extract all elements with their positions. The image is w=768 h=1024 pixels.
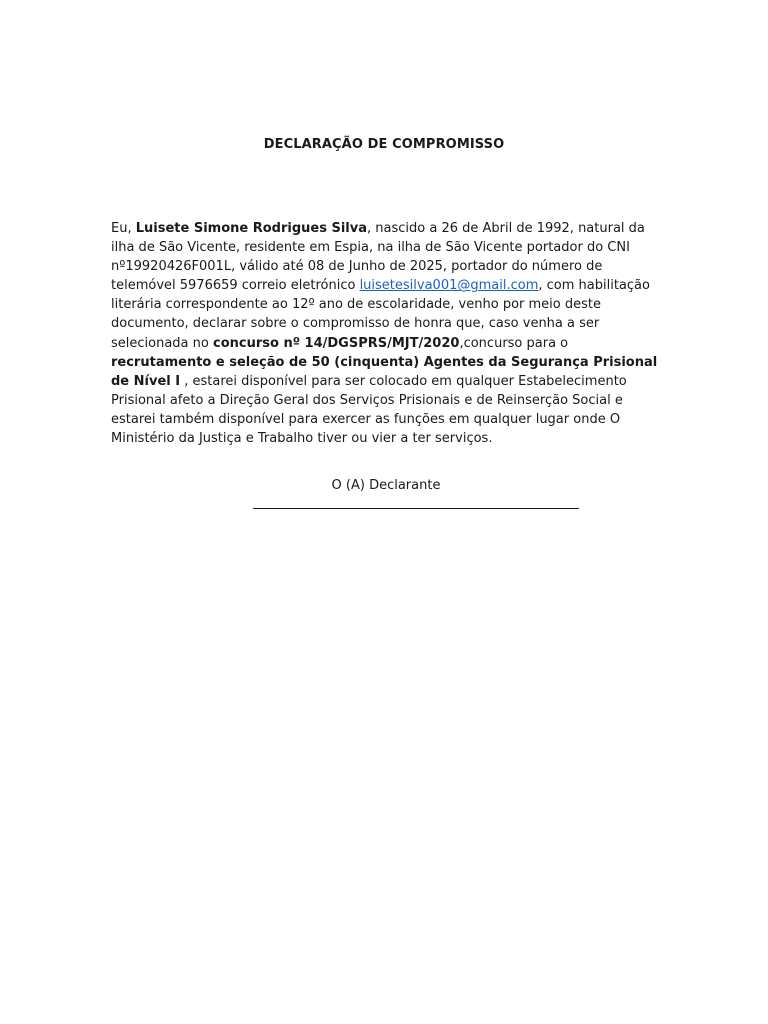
- declarant-label: O (A) Declarante: [331, 478, 441, 493]
- document-title: DECLARAÇÃO DE COMPROMISSO: [263, 137, 505, 152]
- body-text-segment: , nascido a 26 de Abril de 1992, natural da ilha de São Vicente, residente em Espia, na ilha de São Vicente portador do CNI nº19920426F001L, válido até 08 de Junho de 2025, portador do número de telemóvel 5976659 correio eletrónico: [111, 221, 645, 294]
- body-text-segment: Eu,: [111, 221, 136, 236]
- declaration-body: [111, 219, 671, 448]
- recruitment-description: recrutamento e seleção de 50 (cinquenta) Agentes da Segurança Prisional de Nível I: [111, 354, 658, 389]
- body-text-segment: , com habilitação literária correspondente ao 12º ano de escolaridade, venho por meio deste documento, declarar sobre o compromisso de honra que, caso venha a ser selecionada no: [111, 278, 650, 351]
- signature-line: [253, 508, 579, 509]
- body-text-segment: , estarei disponível para ser colocado em qualquer Estabelecimento Prisional afeto a Direção Geral dos Serviços Prisionais e de Reinserção Social e estarei também disponível para exercer as funções em qualquer lugar onde O Ministério da Justiça e Trabalho tiver ou vier a ter serviços.: [111, 373, 627, 447]
- body-text-segment: ,concurso para o: [459, 335, 569, 351]
- contest-reference: concurso nº 14/DGSPRS/MJT/2020: [212, 335, 460, 351]
- email-link[interactable]: luisetesilva001@gmail.com: [359, 278, 539, 294]
- declarant-name: Luisete Simone Rodrigues Silva: [135, 221, 367, 236]
